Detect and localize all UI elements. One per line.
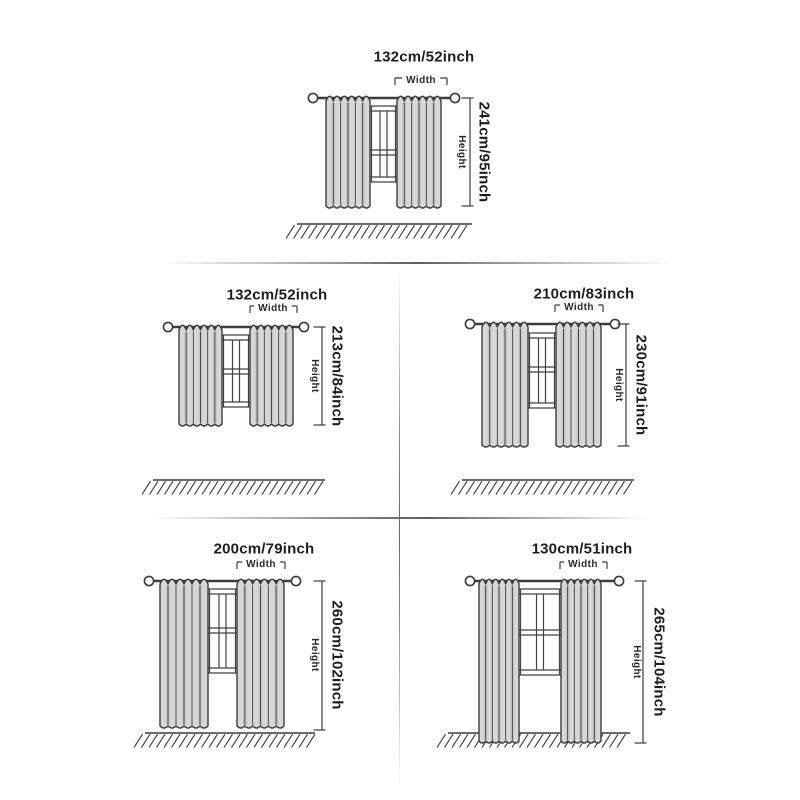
height-bracket-label: Height: [456, 135, 467, 169]
height-bracket-label: Height: [613, 368, 624, 402]
width-dimension-text: 132cm/52inch: [373, 48, 475, 66]
height-dimension-text: 260cm/102inch: [328, 600, 346, 710]
width-dimension-text: 132cm/52inch: [226, 286, 328, 304]
curtain-panel-left: [160, 579, 208, 728]
section-divider-top: [162, 262, 672, 264]
height-dimension-text: 213cm/84inch: [328, 325, 346, 427]
curtain-scene-middle-right: [451, 305, 634, 495]
curtain-panel-left: [479, 579, 519, 743]
curtain-scene-bottom-right: [437, 562, 647, 748]
curtain-panel-left: [179, 325, 222, 426]
curtain-panel-right: [561, 579, 601, 743]
height-bracket-label: Height: [631, 645, 642, 679]
curtain-scene-top-center: [286, 78, 474, 239]
width-bracket-label: Width: [254, 304, 292, 314]
ground-hatch: [451, 480, 634, 495]
curtain-scene-bottom-left: [134, 562, 326, 748]
height-bracket-label: Height: [309, 638, 320, 672]
window: [367, 106, 400, 182]
width-bracket-label: Width: [402, 76, 440, 86]
window: [525, 333, 559, 408]
ground-hatch: [286, 224, 472, 239]
curtain-panel-right: [556, 322, 601, 447]
curtain-panel-right: [237, 579, 284, 728]
height-dimension-text: 241cm/95inch: [475, 101, 493, 203]
width-dimension-text: 130cm/51inch: [531, 540, 633, 558]
curtain-panel-right: [250, 325, 293, 426]
width-bracket-label: Width: [242, 560, 280, 570]
width-dimension-text: 200cm/79inch: [213, 540, 315, 558]
section-divider-vertical: [399, 266, 400, 788]
height-dimension-text: 265cm/104inch: [650, 607, 668, 717]
height-bracket-label: Height: [309, 359, 320, 393]
window: [205, 589, 240, 673]
width-dimension-text: 210cm/83inch: [533, 285, 635, 303]
ground-hatch: [142, 480, 325, 495]
ground-hatch: [134, 733, 315, 748]
curtain-scene-middle-left: [142, 306, 326, 495]
width-bracket-label: Width: [564, 560, 602, 570]
height-dimension-text: 230cm/91inch: [632, 334, 650, 436]
curtain-panel-left: [326, 96, 370, 208]
window: [516, 589, 564, 675]
curtain-panel-right: [397, 96, 441, 208]
width-bracket-label: Width: [560, 303, 598, 313]
curtain-panel-left: [482, 322, 528, 447]
window: [219, 335, 253, 407]
